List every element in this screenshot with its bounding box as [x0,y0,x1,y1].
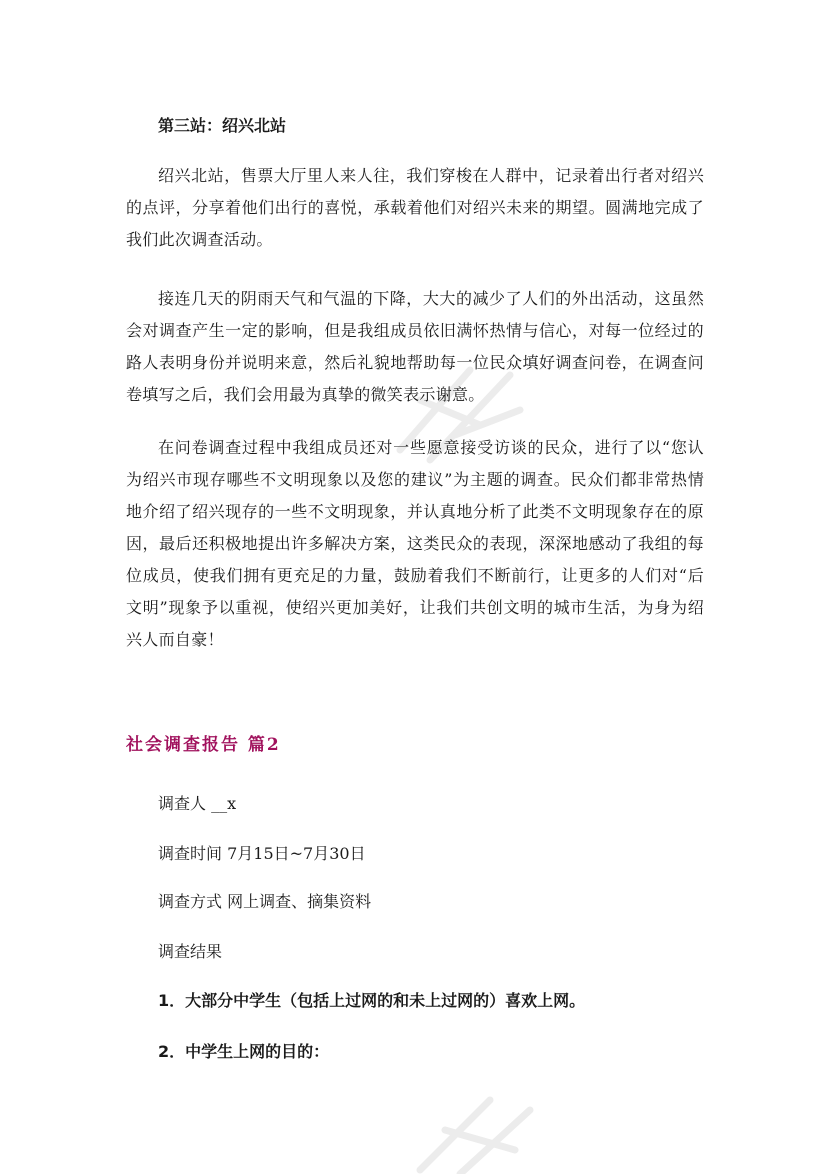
method-line: 调查方式 网上调查、摘集资料 [158,892,372,911]
paragraph-1 [126,160,704,256]
paragraph-text: 绍兴北站，售票大厅里人来人往，我们穿梭在人群中，记录着出行者对绍兴的点评，分享着他们出行的喜悦，承载着他们对绍兴未来的期望。圆满地完成了我们此次调查活动。 [126,166,704,249]
time-line: 调查时间 7月15日~7月30日 [158,844,366,863]
paragraph-3 [126,432,704,656]
watermark-logo-bottom [390,1070,560,1174]
section-title: 社会调查报告 篇2 [126,735,281,755]
station-heading: 第三站：绍兴北站 [158,116,287,135]
paragraph-2 [126,283,704,411]
finding-2: 2．中学生上网的目的： [158,1042,330,1061]
finding-1: 1．大部分中学生（包括上过网的和未上过网的）喜欢上网。 [158,991,586,1010]
investigator-line: 调查人 __x [158,794,237,813]
paragraph-text: 接连几天的阴雨天气和气温的下降，大大的减少了人们的外出活动，这虽然会对调查产生一定的影响，但是我组成员依旧满怀热情与信心，对每一位经过的路人表明身份并说明来意，然后礼貌地帮助每一位民众填好调查问卷，在调查问卷填写之后，我们会用最为真挚的微笑表示谢意。 [126,289,704,404]
paragraph-text: 在问卷调查过程中我组成员还对一些愿意接受访谈的民众，进行了以“您认为绍兴市现存哪些不文明现象以及您的建议”为主题的调查。民众们都非常热情地介绍了绍兴现存的一些不文明现象，并认真地分析了此类不文明现象存在的原因，最后还积极地提出许多解决方案，这类民众的表现，深深地感动了我组的每位成员，使我们拥有更充足的力量，鼓励着我们不断前行，让更多的人们对“后文明”现象予以重视，使绍兴更加美好，让我们共创文明的城市生活，为身为绍兴人而自豪！ [126,438,704,649]
results-heading: 调查结果 [158,942,223,961]
